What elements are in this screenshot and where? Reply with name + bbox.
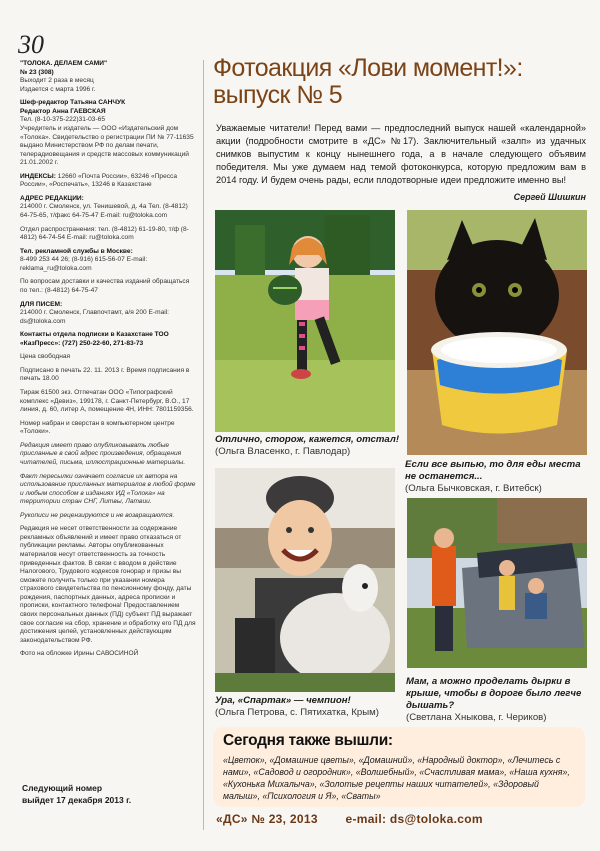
caption-4 <box>406 676 588 724</box>
page-footer <box>216 812 507 826</box>
index-text: 12660 «Почта России», 63246 «Пресса России», «Роспечать», 13246 в Казахстане <box>20 172 178 189</box>
kz-contacts: Контакты отдела подписки в Казахстане ТОО «КазПресс»: (727) 250-22-60, 271-83-73 <box>20 331 169 347</box>
photo-car-trunk <box>407 498 587 668</box>
masthead-editor: Редактор Анна ГАЕВСКАЯ <box>20 107 106 115</box>
rights-1: Редакция имеет право опубликовывать любые присланные в свой адрес произведения, обращения читателей, письма, иллюстрационные материалы. <box>20 441 186 466</box>
article-signature: Сергей Шишкин <box>513 192 586 202</box>
caption-3-author: (Ольга Петрова, с. Пятихатка, Крым) <box>215 707 379 718</box>
signed-date: Подписано в печать 22. 11. 2013 г. Время подписания в печать 18.00 <box>20 366 190 383</box>
index-label: ИНДЕКСЫ: <box>20 172 56 180</box>
caption-3-quote: Ура, «Спартак» — чемпион! <box>215 695 351 706</box>
ads-label: Тел. рекламной службы в Москве: <box>20 247 133 255</box>
caption-4-author: (Светлана Хныкова, г. Чериков) <box>406 712 547 723</box>
also-published-box <box>213 727 585 807</box>
caption-3 <box>215 695 405 719</box>
caption-2-quote: Если все выпью, то для еды места не останется... <box>405 459 581 482</box>
photo-girl-watermelon <box>215 210 395 432</box>
print-info: Тираж 61500 экз. Отпечатан ООО «Типографский комплекс «Девиз», 199178, г. Санкт-Петербург, В.О., 17 линия, д. 60, литер А, помещение 4Н, ИНН: 7801159356. <box>20 389 194 414</box>
distr-text: Отдел распространения: тел. (8-4812) 61-19-80, т/ф (8-4812) 64-74-54 E-mail: ru@toloka.com <box>20 225 189 242</box>
photo-kitten-cup <box>407 210 587 455</box>
masthead-tel: Тел. (8-10-375-222)31-03-65 <box>20 116 105 124</box>
next-issue: Следующий номер выйдет 17 декабря 2013 г. <box>22 783 132 805</box>
article-intro: Уважаемые читатели! Перед вами — предпоследний выпуск нашей «календарной» акции (подробности смотрите в «ДС» №17). Заключительный «залп» из удачных снимков выпустим к концу нынешнего года, а в начале следующего объявим победителя. Мы уже думаем над темой фотоконкурса, которую предложим вам в 2014 году. И будем очень рады, если плодотворные идеи предложите именно вы! <box>216 123 586 185</box>
masthead-issue: № 23 (308) <box>20 68 54 76</box>
caption-2-author: (Ольга Бычковская, г. Витебск) <box>405 483 542 494</box>
addr-label: АДРЕС РЕДАКЦИИ: <box>20 194 84 202</box>
caption-1 <box>215 434 405 458</box>
typeset-info: Номер набран и сверстан в компьютерном центре «Толоки». <box>20 419 175 436</box>
rights-4: Редакция не несет ответственности за содержание рекламных объявлений и имеет право отказаться от публикации рекламы. Авторы опубликованных материалов несут ответственность за точность приведенных фактов. В связи с вводом в действие Налогового, Трудового кодексов гонорар и призы вы сможете получить только при указании номера страхового свидетельства по пенсионному фонду, даты рождения, паспортных данных, адреса прописки и прописки, контактного телефона! Предоставлением своих персональных данных (ПД) субъект ПД выражает свое согласие на сбор, хранение и обработку его ПД для достижения целей, установленных действующим законодательством РФ. <box>20 525 196 644</box>
caption-1-quote: Отлично, сторож, кажется, отстал! <box>215 434 400 445</box>
masthead <box>20 60 196 664</box>
masthead-name: "ТОЛОКА. ДЕЛАЕМ САМИ" <box>20 60 108 67</box>
masthead-freq: Выходит 2 раза в месяц <box>20 77 94 85</box>
masthead-chief: Шеф-редактор Татьяна САНЧУК <box>20 99 126 107</box>
price: Цена свободная <box>20 353 71 361</box>
caption-2 <box>405 459 587 495</box>
delivery-text: По вопросам доставки и качества изданий обращаться по тел.: (8-4812) 64-75-47 <box>20 278 190 294</box>
ads-text: 8-499 253 44 26; (8-916) 615-56-07 E-mail: reklama_ru@toloka.com <box>20 256 148 272</box>
letters-label: ДЛЯ ПИСЕМ: <box>20 300 63 308</box>
photo-boy-goat <box>215 468 395 692</box>
caption-1-author: (Ольга Власенко, г. Павлодар) <box>215 446 351 457</box>
also-published-list: «Цветок», «Домашние цветы», «Домашний», «Народный доктор», «Лечитесь с нами», «Садовод и огородник», «Волшебный», «Счастливая мама», «Наша кухня», «Кухонька Михалыча», «Золотые рецепты наших читателей», «Здоровый малыш», «Психология и Я», «Сваты» <box>223 755 570 801</box>
footer-email: e-mail: ds@toloka.com <box>345 812 483 826</box>
also-published-title: Сегодня также вышли: <box>223 732 393 749</box>
column-divider <box>203 60 204 830</box>
masthead-founder: Учредитель и издатель — ООО «Издательский дом «Толока». Свидетельство о регистрации ПИ № 77-11635 выдано Министерством РФ по делам печати, телерадиовещания и средств массовых коммуникаций 21.01.2002 г. <box>20 124 194 167</box>
masthead-since: Издается с марта 1996 г. <box>20 85 96 93</box>
article-title: Фотоакция «Лови момент!»: выпуск № 5 <box>213 54 523 109</box>
caption-4-quote: Мам, а можно проделать дырки в крыше, чтобы в дороге было легче дышать? <box>406 676 582 711</box>
cover-credit: Фото на обложке Ирины САВОСИНОЙ <box>20 650 139 658</box>
addr-text: 214000 г. Смоленск, ул. Тенишевой, д. 4а Тел. (8-4812) 64-75-65, т/факс 64-75-47 E-mail: ru@toloka.com <box>20 203 188 219</box>
letters-text: 214000 г. Смоленск, Главпочтамт, а/я 200 E-mail: ds@toloka.com <box>20 309 170 325</box>
footer-issue: «ДС» № 23, 2013 <box>216 812 318 826</box>
rights-3: Рукописи не рецензируются и не возвращаются. <box>20 511 175 519</box>
rights-2: Факт пересылки означает согласие их автора на использование присланных материалов в любой форме и любым способом в изданиях ИД «Толока» на территории стран СНГ, Литвы, Латвии. <box>20 472 196 506</box>
page-number: 30 <box>18 30 44 59</box>
